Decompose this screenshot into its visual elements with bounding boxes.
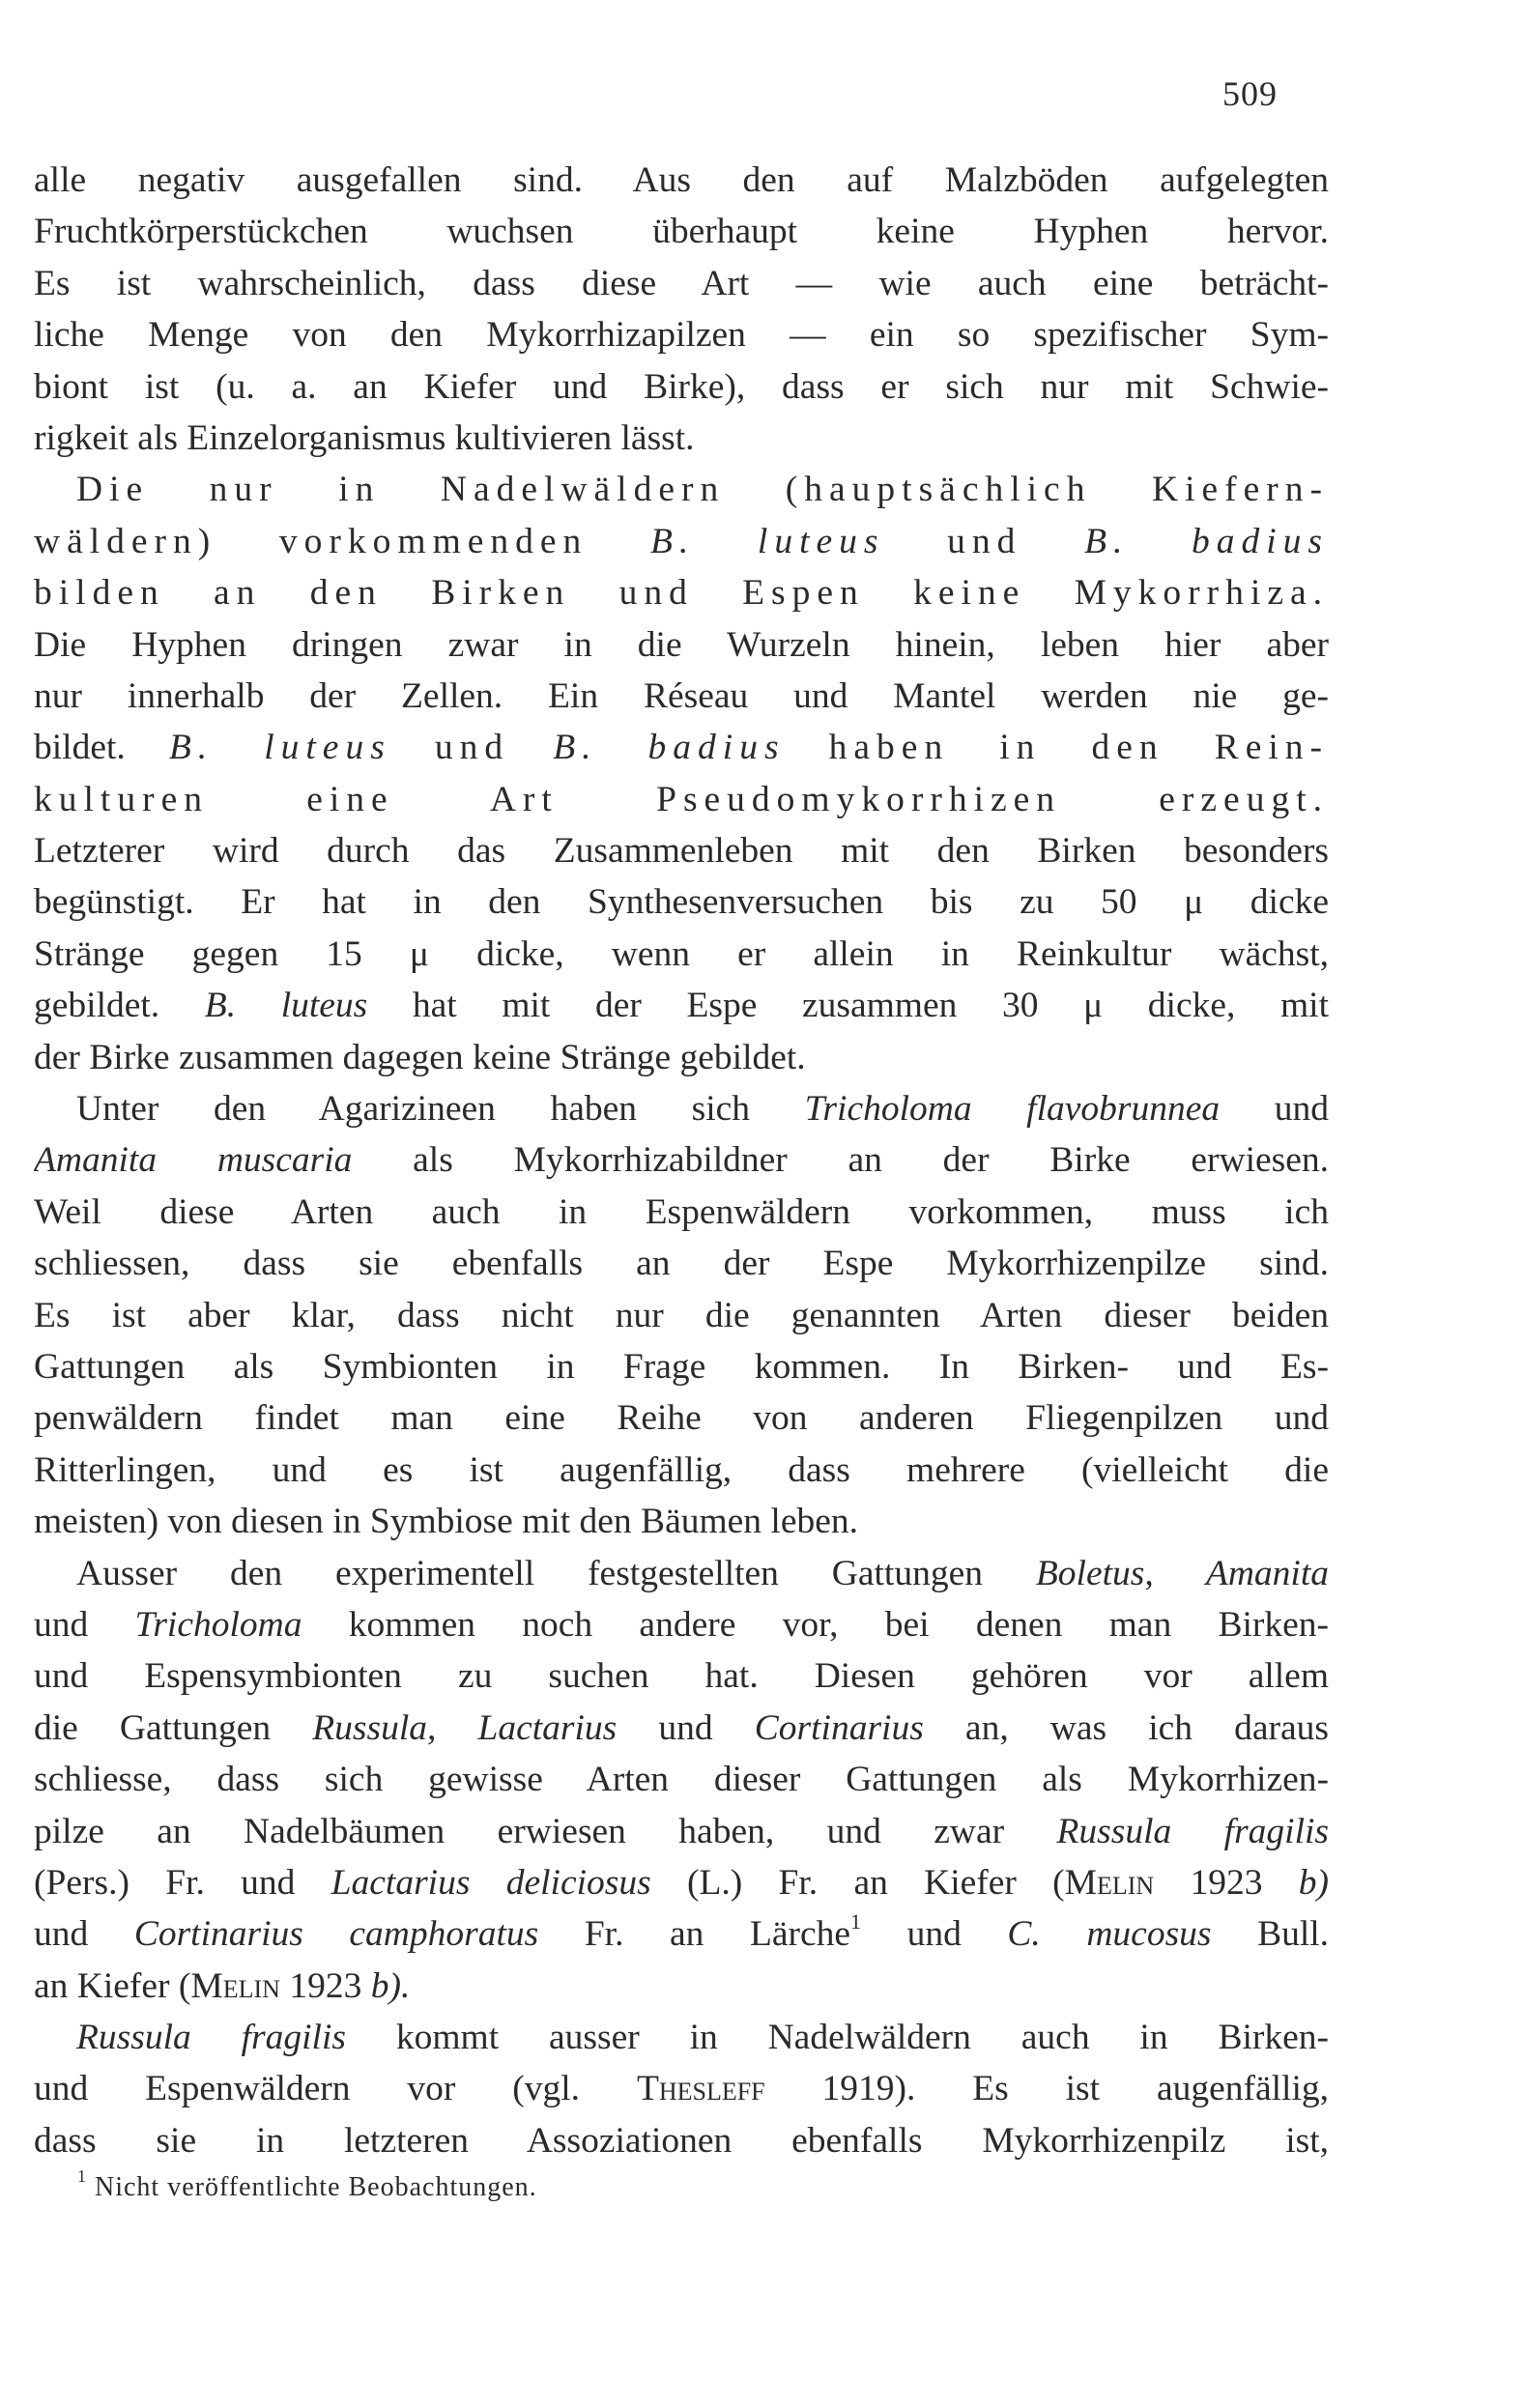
text-line: Die nur in Nadelwäldern (hauptsächlich Kiefern- (76, 470, 1329, 510)
taxon-name: Cortinarius camphoratus (133, 1914, 539, 1955)
taxon-name: Cortinarius (754, 1707, 924, 1748)
footnote-text: Nicht veröffentlichte Beobachtungen. (95, 2172, 537, 2202)
taxon-name: Boletus, Amanita (1035, 1553, 1329, 1593)
text-line: alle negativ ausgefallen sind. Aus den auf Malzböden aufgelegten (34, 160, 1329, 200)
text-line: Stränge gegen 15 μ dicke, wenn er allein in Reinkultur wächst, (34, 933, 1329, 974)
text-line: Ritterlingen, und es ist augenfällig, dass mehrere (vielleicht die (34, 1449, 1329, 1490)
page-number: 509 (1222, 74, 1278, 113)
text-line: und Espenwäldern vor (vgl. Thesleff 1919). Es ist augenfällig, (34, 2069, 1329, 2109)
text-line: liche Menge von den Mykorrhizapilzen — ein so spezifischer Sym- (34, 315, 1329, 356)
text-line: und Cortinarius camphoratus Fr. an Lärche$^1$ und C. mucosus Bull. (34, 1908, 1329, 1955)
text-line: penwäldern findet man eine Reihe von anderen Fliegenpilzen und (34, 1398, 1329, 1439)
text-line: Die Hyphen dringen zwar in die Wurzeln hinein, leben hier aber (34, 624, 1329, 665)
taxon-name: B. luteus (649, 521, 885, 561)
text-line: meisten) von diesen in Symbiose mit den Bäumen leben. (34, 1502, 858, 1542)
taxon-name: Tricholoma (134, 1604, 302, 1645)
text-line: Gattungen als Symbionten in Frage kommen. In Birken- und Es- (34, 1346, 1329, 1387)
text-line: Es ist wahrscheinlich, dass diese Art — wie auch eine beträcht- (34, 263, 1329, 303)
taxon-name: Russula fragilis (76, 2018, 346, 2058)
taxon-name: B. luteus (168, 728, 391, 768)
text-line: Ausser den experimentell festgestellten Gattungen Boletus, Amanita (76, 1553, 1329, 1593)
taxon-name: Lactarius deliciosus (330, 1862, 651, 1903)
taxon-name: Tricholoma flavobrunnea (804, 1089, 1221, 1130)
text-line: pilze an Nadelbäumen erwiesen haben, und zwar Russula fragilis (34, 1811, 1329, 1851)
taxon-name: Russula, Lactarius (312, 1707, 618, 1748)
text-line: und Tricholoma kommen noch andere vor, bei denen man Birken- (34, 1604, 1329, 1645)
text-line: an Kiefer (Melin 1923 b). (34, 1965, 411, 2006)
text-line: Unter den Agarizineen haben sich Tricholoma flavobrunnea und (76, 1089, 1329, 1130)
footnote-marker: 1 (850, 1908, 862, 1934)
taxon-name: Russula fragilis (1056, 1811, 1329, 1851)
text-line: die Gattungen Russula, Lactarius und Cortinarius an, was ich daraus (34, 1707, 1329, 1748)
text-line: bildet. B. luteus und B. badius haben in den Rein- (34, 728, 1329, 768)
text-line: Russula fragilis kommt ausser in Nadelwäldern auch in Birken- (76, 2018, 1329, 2058)
taxon-name: B. badius (553, 728, 786, 768)
text-line: und Espensymbionten zu suchen hat. Diesen gehören vor allem (34, 1656, 1329, 1697)
text-line: Letzterer wird durch das Zusammenleben mit den Birken besonders (34, 831, 1329, 872)
text-line: bilden an den Birken und Espen keine Mykorrhiza. (34, 573, 1329, 614)
text-line: der Birke zusammen dagegen keine Stränge gebildet. (34, 1037, 806, 1077)
text-line: Amanita muscaria als Mykorrhizabildner an der Birke erwiesen. (34, 1140, 1329, 1181)
text-line: Es ist aber klar, dass nicht nur die genannten Arten dieser beiden (34, 1295, 1329, 1335)
text-line: nur innerhalb der Zellen. Ein Réseau und Mantel werden nie ge- (34, 675, 1329, 716)
taxon-name: B. luteus (204, 986, 368, 1026)
text-line: kulturen eine Art Pseudomykorrhizen erzeugt. (34, 779, 1329, 819)
author-citation: Melin (1064, 1862, 1155, 1903)
body-text (34, 155, 1329, 2166)
text-line: dass sie in letzteren Assoziationen ebenfalls Mykorrhizenpilz ist, (34, 2120, 1329, 2161)
text-line: rigkeit als Einzelorganismus kultivieren lässt. (34, 417, 695, 458)
footnote-marker: 1 (77, 2165, 87, 2186)
text-line: schliessen, dass sie ebenfalls an der Espe Mykorrhizenpilze sind. (34, 1244, 1329, 1284)
text-line: Fruchtkörperstückchen wuchsen überhaupt keine Hyphen hervor. (34, 212, 1329, 252)
text-line: biont ist (u. a. an Kiefer und Birke), dass er sich nur mit Schwie- (34, 366, 1329, 407)
taxon-name: C. mucosus (1007, 1914, 1212, 1955)
footnote (77, 2165, 537, 2203)
taxon-name: Amanita muscaria (34, 1140, 353, 1181)
author-citation: Melin (190, 1965, 280, 2006)
text-line: begünstigt. Er hat in den Synthesenversuchen bis zu 50 μ dicke (34, 882, 1329, 923)
text-line: (Pers.) Fr. und Lactarius deliciosus (L.) Fr. an Kiefer (Melin 1923 b) (34, 1862, 1329, 1903)
text-line: gebildet. B. luteus hat mit der Espe zusammen 30 μ dicke, mit (34, 986, 1329, 1026)
text-line: Weil diese Arten auch in Espenwäldern vorkommen, muss ich (34, 1191, 1329, 1232)
text-line: schliesse, dass sich gewisse Arten dieser Gattungen als Mykorrhizen- (34, 1760, 1329, 1800)
text-line: wäldern) vorkommenden B. luteus und B. badius (34, 521, 1329, 561)
taxon-name: B. badius (1084, 521, 1329, 561)
author-citation: Thesleff (636, 2069, 765, 2109)
